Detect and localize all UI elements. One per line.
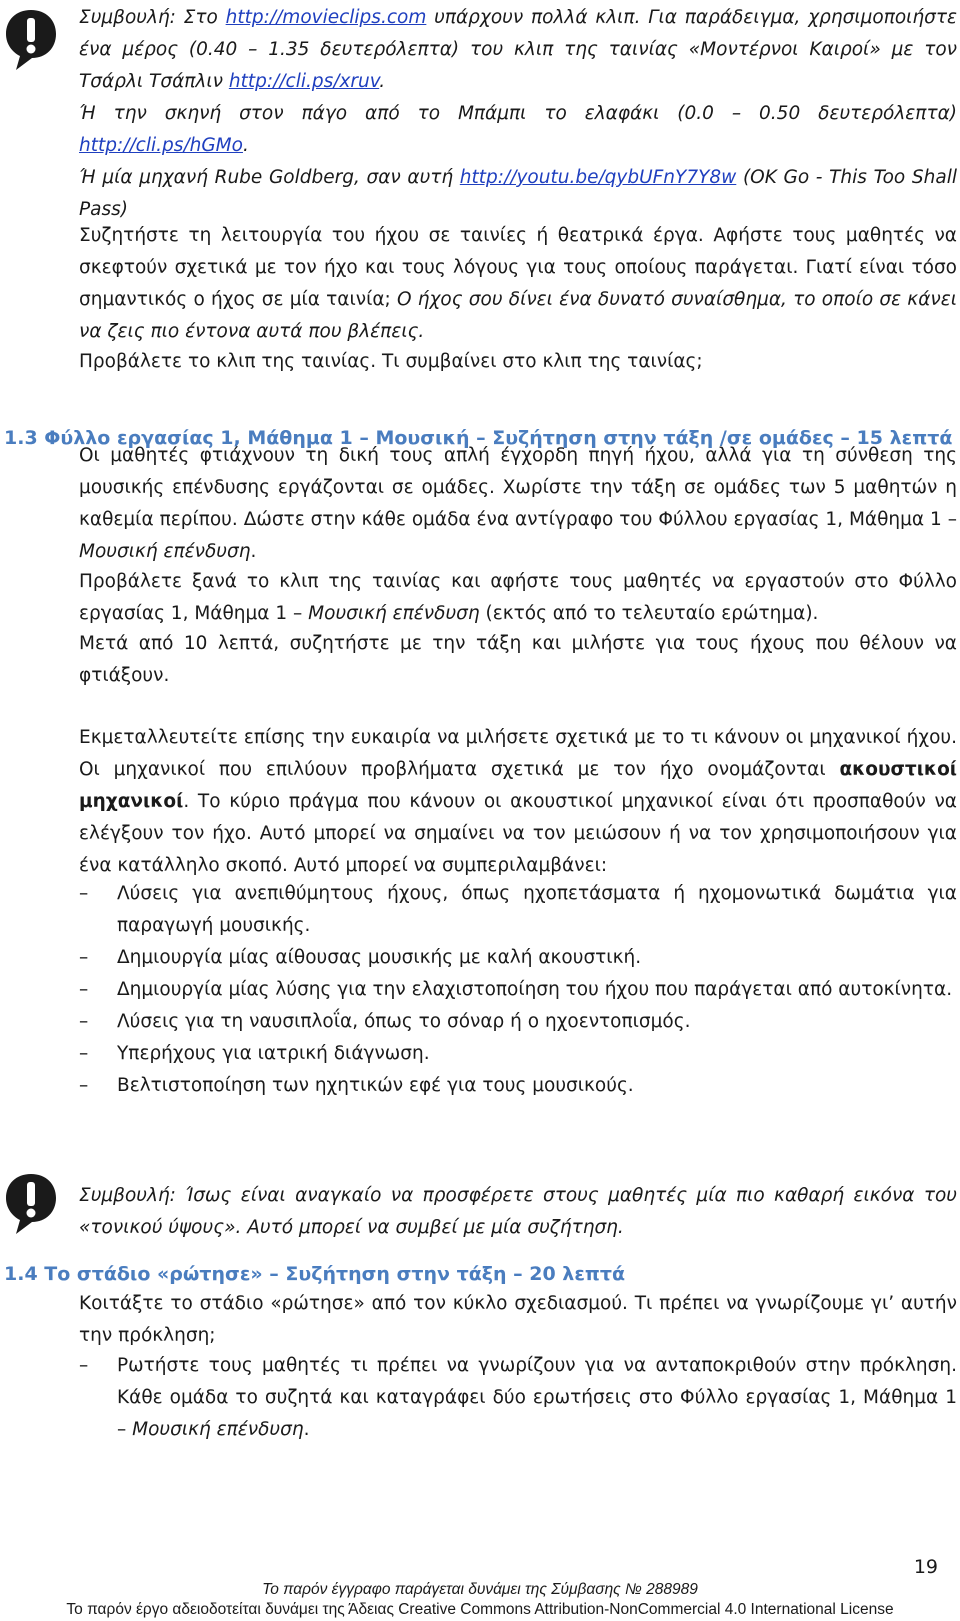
after-ten-minutes-paragraph: Μετά από 10 λεπτά, συζητήστε με την τάξη και μιλήστε για τους ήχους που θέλουν να φτιάξουν. bbox=[79, 633, 957, 686]
bambi-link[interactable]: http://cli.ps/hGMo bbox=[79, 135, 243, 156]
rewatch-paragraph: Προβάλετε ξανά το κλιπ της ταινίας και αφήστε τους μαθητές να εργαστούν στο Φύλλο εργασίας 1, Μάθημα 1 – Μουσική επένδυση (εκτός από το τελευταίο ερώτημα). bbox=[79, 571, 957, 624]
section-heading-1-4: 1.4 Το στάδιο «ρώτησε» – Συζήτηση στην τάξη – 20 λεπτά bbox=[4, 1263, 626, 1285]
acoustic-examples-list bbox=[79, 878, 957, 1102]
list-item: – Βελτιστοποίηση των ηχητικών εφέ για τους μουσικούς. bbox=[79, 1070, 957, 1102]
acoustic-engineers-paragraph: Εκμεταλλευτείτε επίσης την ευκαιρία να μιλήσετε σχετικά με το τι κάνουν οι μηχανικοί ήχου. Οι μηχανικοί που επιλύουν προβλήματα σχετικά με τον ήχο ονομάζονται ακουστικοί μηχανικοί. Το κύριο πράγμα που κάνουν οι ακουστικοί μηχανικοί είναι ότι προσπαθούν να ελέγξουν τον ήχο. Αυτό μπορεί να σημαίνει να τον μειώσουν ή να τον χρησιμοποιήσουν για ένα κατάλληλο σκοπό. Αυτό μπορεί να συμπεριλαμβάνει: bbox=[79, 727, 957, 876]
discussion-paragraph: Συζητήστε τη λειτουργία του ήχου σε ταινίες ή θεατρικά έργα. Αφήστε τους μαθητές να σκεφτούν σχετικά με τον ήχο και τους λόγους για τους οποίους παράγεται. Γιατί είναι τόσο σημαντικός ο ήχος σε μία ταινία; Ο ήχος σου δίνει ένα δυνατό συναίσθημα, το οποίο σε κάνει να ζεις πιο έντονα αυτά που βλέπεις. bbox=[79, 225, 958, 342]
footer-contract-line: Το παρόν έγγραφο παράγεται δυνάμει της Σύμβασης № 288989 bbox=[262, 1581, 698, 1598]
tip-alt-bambi: Ή την σκηνή στον πάγο από το Μπάμπι το ελαφάκι (0.0 – 0.50 δευτερόλεπτα) http://cli.ps/hGMo. bbox=[79, 103, 957, 156]
section-heading-1-3: 1.3 Φύλλο εργασίας 1, Μάθημα 1 – Μουσική – Συζήτηση στην τάξη /σε ομάδες – 15 λεπτά bbox=[4, 427, 953, 449]
exclamation-speech-icon bbox=[4, 1172, 58, 1236]
list-item: – Λύσεις για τη ναυσιπλοΐα, όπως το σόναρ ή ο ηχοεντοπισμός. bbox=[79, 1006, 957, 1038]
list-item: – Δημιουργία μίας λύσης για την ελαχιστοποίηση του ήχου που παράγεται από αυτοκίνητα. bbox=[79, 974, 957, 1006]
ask-stage-list bbox=[79, 1350, 957, 1446]
show-clip-paragraph: Προβάλετε το κλιπ της ταινίας. Τι συμβαίνει στο κλιπ της ταινίας; bbox=[79, 351, 703, 372]
tip-alt-rube-goldberg: Ή μία μηχανή Rube Goldberg, σαν αυτή http://youtu.be/qybUFnY7Y8w (OK Go - This Too Shall Pass) bbox=[79, 167, 957, 220]
exclamation-speech-icon bbox=[4, 8, 58, 72]
footer-license-line: Το παρόν έργο αδειοδοτείται δυνάμει της Άδειας Creative Commons Attribution-NonCommercial 4.0 International License bbox=[66, 1601, 894, 1618]
tip-paragraph: Συμβουλή: Στο http://movieclips.com υπάρχουν πολλά κλιπ. Για παράδειγμα, χρησιμοποιήστε ένα μέρος (0.40 – 1.35 δευτερόλεπτα) του κλιπ της ταινίας «Μοντέρνοι Καιροί» με τον Τσάρλι Τσάπλιν http://cli.ps/xruv. bbox=[79, 7, 957, 92]
list-item: – Υπερήχους για ιατρική διάγνωση. bbox=[79, 1038, 957, 1070]
modern-times-link[interactable]: http://cli.ps/xruv bbox=[228, 71, 380, 92]
worksheet-paragraph: Οι μαθητές φτιάχνουν τη δική τους απλή έγχορδη πηγή ήχου, αλλά για τη σύνθεση της μουσικής επένδυσης εργάζονται σε ομάδες. Χωρίστε την τάξη σε ομάδες των 5 μαθητών η καθεμία περίπου. Δώστε στην κάθε ομάδα ένα αντίγραφο του Φύλλου εργασίας 1, Μάθημα 1 – Μουσική επένδυση. bbox=[79, 445, 957, 562]
list-item: – Δημιουργία μίας αίθουσας μουσικής με καλή ακουστική. bbox=[79, 942, 957, 974]
tip-pitch: Συμβουλή: Ίσως είναι αναγκαίο να προσφέρετε στους μαθητές μία πιο καθαρή εικόνα του «τονικού ύψους». Αυτό μπορεί να συμβεί με μία συζήτηση. bbox=[79, 1185, 957, 1238]
youtube-link[interactable]: http://youtu.be/qybUFnY7Y8w bbox=[459, 167, 737, 188]
page-number: 19 bbox=[913, 1556, 938, 1578]
tip-label: Συμβουλή: bbox=[79, 7, 176, 28]
tip-movie-clips bbox=[79, 2, 957, 226]
ask-stage-paragraph: Κοιτάξτε το στάδιο «ρώτησε» από τον κύκλο σχεδιασμού. Τι πρέπει να γνωρίζουμε γι’ αυτήν την πρόκληση; bbox=[79, 1293, 957, 1346]
list-item: – Ρωτήστε τους μαθητές τι πρέπει να γνωρίζουν για να ανταποκριθούν στην πρόκληση. Κάθε ομάδα το συζητά και καταγράφει δύο ερωτήσεις στο Φύλλο εργασίας 1, Μάθημα 1 – Μουσική επένδυση. bbox=[79, 1350, 957, 1446]
movieclips-link[interactable]: http://movieclips.com bbox=[225, 7, 427, 28]
list-item: – Λύσεις για ανεπιθύμητους ήχους, όπως ηχοπετάσματα ή ηχομονωτικά δωμάτια για παραγωγή μουσικής. bbox=[79, 878, 957, 942]
